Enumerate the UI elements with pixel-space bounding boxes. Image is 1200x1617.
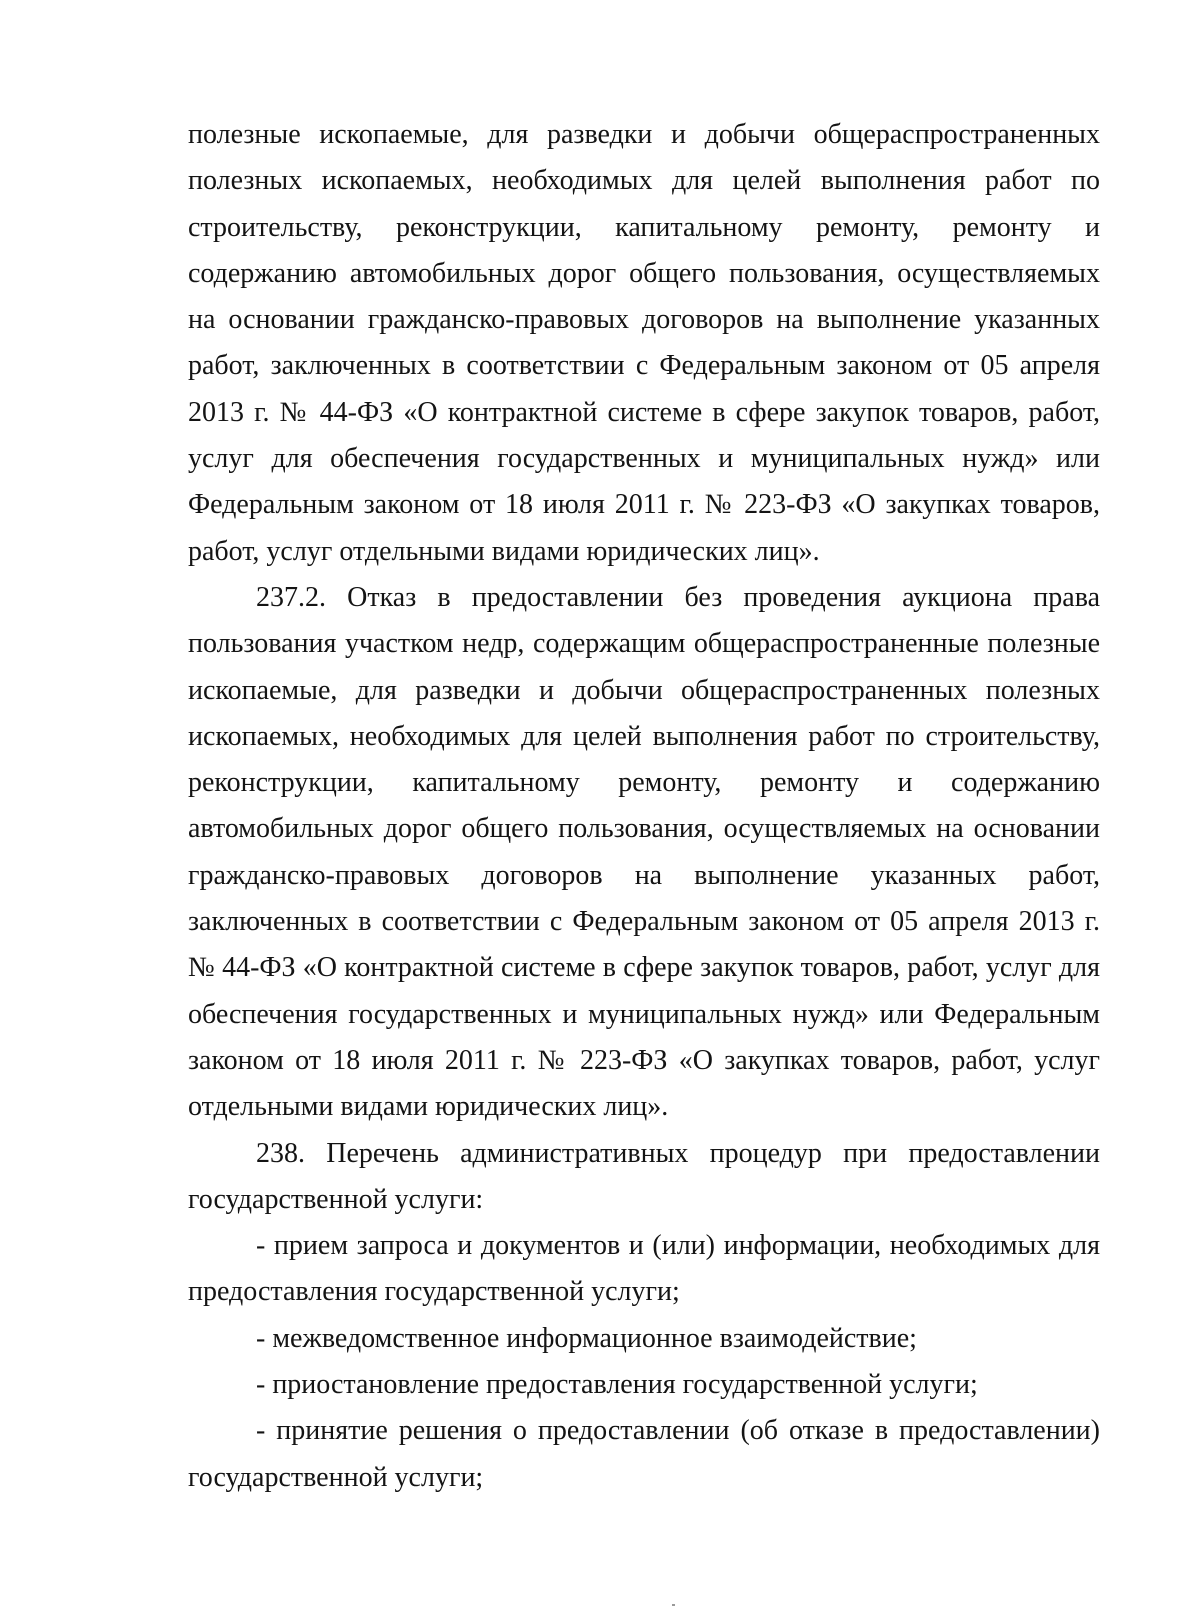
- list-item-request-intake: - прием запроса и документов и (или) информации, необходимых для предоставления государственной услуги;: [188, 1230, 1100, 1308]
- list-item-interagency-interaction: - межведомственное информационное взаимодействие;: [256, 1322, 917, 1354]
- document-body: [188, 112, 1100, 1501]
- list-item-suspension: - приостановление предоставления государственной услуги;: [256, 1369, 978, 1401]
- scan-artifact: [672, 1604, 675, 1606]
- list-item-decision: - принятие решения о предоставлении (об отказе в предоставлении) государственной услуги;: [188, 1415, 1100, 1493]
- paragraph-238: 238. Перечень административных процедур при предоставлении государственной услуги:: [188, 1137, 1100, 1215]
- paragraph-continuation: полезные ископаемые, для разведки и добычи общераспространенных полезных ископаемых, необходимых для целей выполнения работ по строительству, реконструкции, капитальному ремонту, ремонту и содержанию автомобильных дорог общего пользования, осуществляемых на основании гражданско-правовых договоров на выполнение указанных работ, заключенных в соответствии с Федеральным законом от 05 апреля 2013 г. № 44-ФЗ «О контрактной системе в сфере закупок товаров, работ, услуг для обеспечения государственных и муниципальных нужд» или Федеральным законом от 18 июля 2011 г. № 223-ФЗ «О закупках товаров, работ, услуг отдельными видами юридических лиц».: [188, 119, 1100, 567]
- paragraph-237-2: 237.2. Отказ в предоставлении без проведения аукциона права пользования участком недр, содержащим общераспространенные полезные ископаемые, для разведки и добычи общераспространенных полезных ископаемых, необходимых для целей выполнения работ по строительству, реконструкции, капитальному ремонту, ремонту и содержанию автомобильных дорог общего пользования, осуществляемых на основании гражданско-правовых договоров на выполнение указанных работ, заключенных в соответствии с Федеральным законом от 05 апреля 2013 г. № 44-ФЗ «О контрактной системе в сфере закупок товаров, работ, услуг для обеспечения государственных и муниципальных нужд» или Федеральным законом от 18 июля 2011 г. № 223-ФЗ «О закупках товаров, работ, услуг отдельными видами юридических лиц».: [188, 581, 1100, 1123]
